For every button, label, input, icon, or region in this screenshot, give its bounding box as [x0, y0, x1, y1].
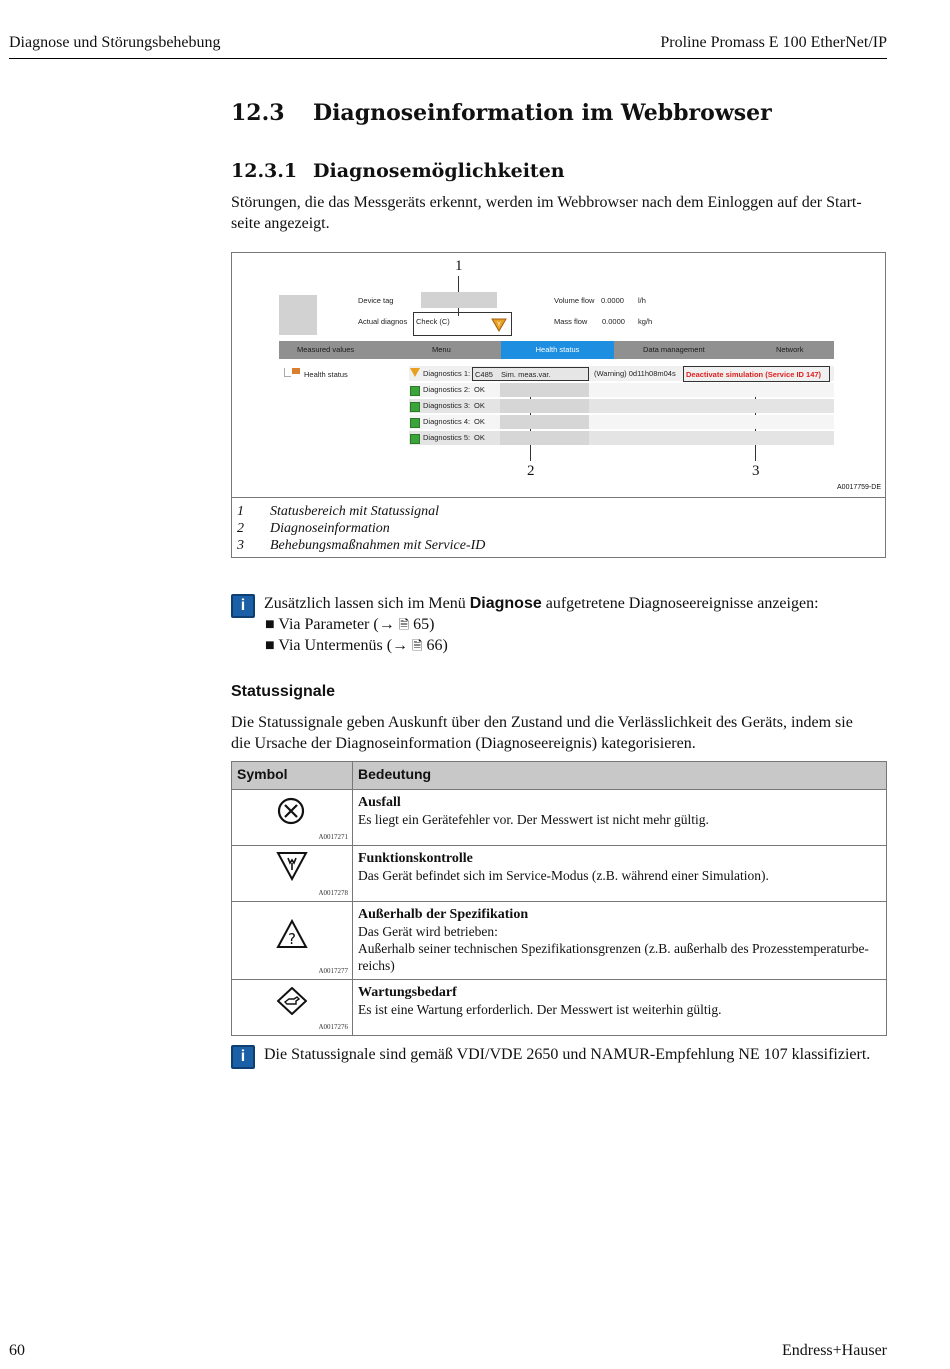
diag-5-ok-icon: [410, 434, 420, 444]
subsection-title: Diagnosemöglichkeiten: [313, 160, 565, 182]
diag-row-4: [409, 415, 834, 429]
statussignale-line-1: Die Statussignale geben Auskunft über den Zustand und die Verlässlichkeit des Geräts, indem sie: [231, 714, 853, 731]
function-check-icon: [276, 851, 308, 881]
device-tag-field: [421, 292, 497, 308]
diag-5-text: OK: [474, 433, 485, 442]
legend-2-text: Diagnoseinformation: [270, 521, 390, 536]
diag-3-text: OK: [474, 401, 485, 410]
diag-4-label: Diagnostics 4:: [423, 417, 471, 426]
diag-row-2-field: [500, 383, 589, 397]
failure-icon: [277, 797, 305, 825]
legend-1-num: 1: [237, 504, 244, 519]
diag-row-5: [409, 431, 834, 445]
diag-1-function-check-icon: [410, 368, 420, 377]
legend-3-text: Behebungsmaßnahmen mit Service-ID: [270, 538, 486, 553]
diag-3-ok-icon: [410, 402, 420, 412]
mass-flow-value: 0.0000: [602, 317, 625, 326]
section-number: 12.3: [231, 100, 285, 126]
diag-5-label: Diagnostics 5:: [423, 433, 471, 442]
info-icon: i: [231, 594, 255, 618]
diag-row-3-field: [500, 399, 589, 413]
nav-health-status-active[interactable]: [501, 341, 614, 359]
remedy-text: Deactivate simulation (Service ID 147): [686, 370, 822, 379]
row-line: Außerhalb seiner technischen Spezifikationsgrenzen (z.B. außerhalb des Prozesstemperaturbe-: [358, 941, 869, 956]
table-row: [232, 902, 887, 980]
note2-text: Die Statussignale sind gemäß VDI/VDE 2650 und NAMUR-Empfehlung NE 107 klassifiziert.: [264, 1046, 871, 1063]
status-signal-table: [231, 761, 887, 1036]
intro-line-1: Störungen, die das Messgeräts erkennt, werden im Webbrowser nach dem Einloggen auf der Start-: [231, 194, 862, 211]
brand-footer: Endress+Hauser: [782, 1342, 887, 1359]
note1-item-1: ■ Via Parameter (→ 🗎 65): [265, 616, 435, 633]
row-line: Das Gerät befindet sich im Service-Modus (z.B. während einer Simulation).: [358, 868, 769, 883]
row-title: Außerhalb der Spezifikation: [358, 907, 529, 922]
page-number: 60: [9, 1342, 25, 1359]
tree-connector: [284, 368, 291, 377]
col-symbol: Symbol: [232, 762, 353, 790]
nav-health-status: Health status: [535, 345, 580, 354]
maintenance-code: A0017276: [318, 1023, 348, 1031]
mass-flow-unit: kg/h: [638, 317, 653, 326]
diag-2-label: Diagnostics 2:: [423, 385, 471, 394]
actual-diag-value: Check (C): [416, 317, 450, 326]
folder-icon: [292, 368, 300, 374]
running-header-left: Diagnose und Störungsbehebung: [9, 34, 221, 51]
legend-2-num: 2: [237, 521, 244, 536]
row-line: Es liegt ein Gerätefehler vor. Der Messwert ist nicht mehr gültig.: [358, 812, 709, 827]
volume-flow-unit: l/h: [638, 296, 646, 305]
nav-measured-values[interactable]: Measured values: [297, 345, 355, 354]
statussignale-heading: Statussignale: [231, 683, 336, 700]
table-row: [232, 846, 887, 902]
legend-1-text: Statusbereich mit Statussignal: [270, 504, 440, 519]
running-header-right: Proline Promass E 100 EtherNet/IP: [660, 34, 887, 51]
row-line: Es ist eine Wartung erforderlich. Der Messwert ist weiterhin gültig.: [358, 1002, 722, 1017]
out-of-spec-icon: [276, 919, 308, 949]
failure-code: A0017271: [318, 833, 348, 841]
diag-1-code: C485: [475, 370, 493, 379]
device-logo-placeholder: [279, 295, 317, 335]
diag-3-label: Diagnostics 3:: [423, 401, 471, 410]
diag-row-4-field: [500, 415, 589, 429]
diag-4-text: OK: [474, 417, 485, 426]
nav-data-management[interactable]: Data management: [643, 345, 705, 354]
statussignale-line-2: die Ursache der Diagnoseinformation (Diagnoseereignis) kategorisieren.: [231, 735, 696, 752]
legend-3-num: 3: [237, 538, 244, 553]
subsection-number: 12.3.1: [231, 160, 298, 182]
device-tag-label: Device tag: [358, 296, 394, 305]
intro-line-2: seite angezeigt.: [231, 215, 330, 232]
diag-1-text: Sim. meas.var.: [501, 370, 551, 379]
diag-2-text: OK: [474, 385, 485, 394]
info-icon: i: [231, 1045, 255, 1069]
row-title: Ausfall: [358, 795, 401, 810]
out-of-spec-code: A0017277: [318, 967, 348, 975]
diag-1-warning: (Warning) 0d11h08m04s: [594, 369, 676, 378]
diag-row-2: [409, 383, 834, 397]
table-row: [232, 790, 887, 846]
function-check-code: A0017278: [318, 889, 348, 897]
diag-1-label: Diagnostics 1:: [423, 369, 471, 378]
row-title: Funktionskontrolle: [358, 851, 473, 866]
webbrowser-figure: [231, 252, 886, 558]
diag-1-info-box: [472, 367, 589, 381]
nav-menu[interactable]: Menu: [432, 345, 451, 354]
maintenance-icon: [277, 987, 307, 1015]
svg-text:?: ?: [288, 930, 296, 948]
volume-flow-value: 0.0000: [601, 296, 624, 305]
header-rule: [9, 58, 887, 59]
function-check-status-icon: [491, 318, 507, 332]
legend-divider: [232, 497, 885, 498]
volume-flow-label: Volume flow: [554, 296, 595, 305]
row-line: reichs): [358, 958, 395, 973]
diag-row-5-field: [500, 431, 589, 445]
table-row: [232, 980, 887, 1036]
actual-diag-label: Actual diagnos: [358, 317, 408, 326]
col-meaning: Bedeutung: [353, 762, 887, 790]
tree-item-health-status[interactable]: Health status: [304, 370, 348, 379]
diag-row-3: [409, 399, 834, 413]
svg-text:Y: Y: [497, 321, 501, 328]
mass-flow-label: Mass flow: [554, 317, 588, 326]
status-area: [413, 312, 512, 336]
callout-1: 1: [455, 258, 463, 274]
row-line: Das Gerät wird betrieben:: [358, 924, 498, 939]
nav-network[interactable]: Network: [776, 345, 804, 354]
callout-2: 2: [527, 463, 535, 479]
section-title: Diagnoseinformation im Webbrowser: [313, 100, 772, 126]
figure-code: A0017759-DE: [837, 484, 881, 491]
callout-3: 3: [752, 463, 760, 479]
note1-item-2: ■ Via Untermenüs (→ 🗎 66): [265, 637, 448, 654]
diag-2-ok-icon: [410, 386, 420, 396]
row-title: Wartungsbedarf: [358, 985, 457, 1000]
diag-4-ok-icon: [410, 418, 420, 428]
remedy-box: [683, 366, 830, 382]
note1-text: Zusätzlich lassen sich im Menü Diagnose aufgetretene Diagnoseereignisse anzeigen:: [264, 595, 819, 612]
